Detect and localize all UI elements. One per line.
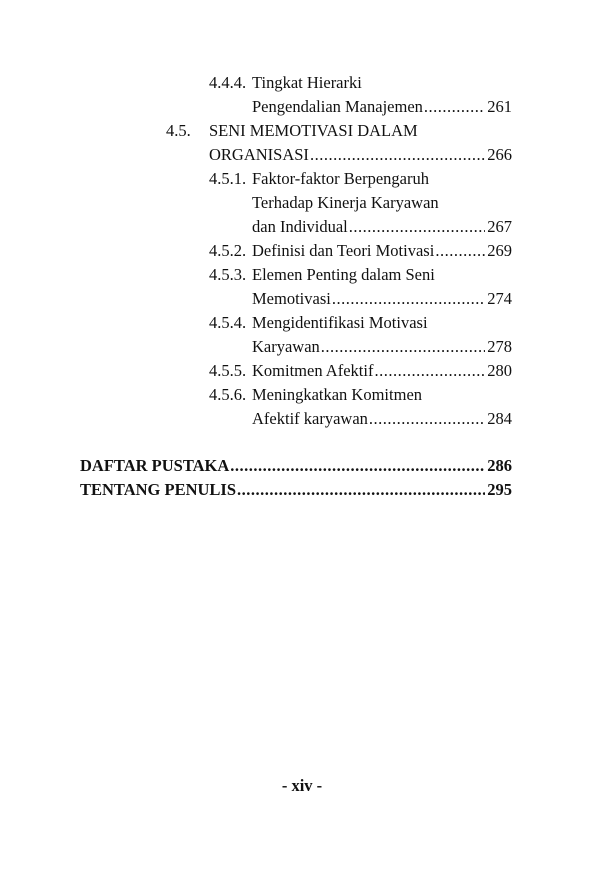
dot-leader [349, 215, 485, 239]
section-title: Tingkat Hierarki [252, 73, 362, 92]
section-title-cont: Pengendalian Manajemen [252, 97, 423, 116]
toc-entry-4-5-cont [0, 143, 604, 167]
page-number: 266 [487, 145, 512, 164]
toc-entry-4-5-1-cont [0, 191, 604, 215]
leader-line [252, 359, 512, 383]
section-title: Meningkatkan Komitmen [252, 385, 423, 404]
dot-leader [332, 287, 485, 311]
section-title-cont: dan Individual [252, 217, 348, 236]
section-title: Definisi dan Teori Motivasi [252, 241, 435, 260]
section-title-cont: Terhadap Kinerja Karyawan [252, 193, 439, 212]
section-number: 4.5.6. [209, 385, 247, 404]
section-title-cont: Memotivasi [252, 289, 331, 308]
page-number: 284 [487, 409, 512, 428]
section-title-cont: Afektif karyawan [252, 409, 368, 428]
leader-line [252, 95, 512, 119]
leader-line [252, 239, 512, 263]
section-title: SENI MEMOTIVASI DALAM [209, 121, 418, 140]
toc-entry-daftar-pustaka [0, 454, 604, 478]
page-number: 274 [487, 289, 512, 308]
toc-entry-4-5-6 [0, 383, 604, 407]
section-title: Mengidentifikasi Motivasi [252, 313, 428, 332]
dot-leader [435, 239, 485, 263]
section-title: Komitmen Afektif [252, 361, 374, 380]
section-number: 4.5.4. [209, 313, 247, 332]
toc-entry-4-5-4 [0, 311, 604, 335]
page-number: 280 [487, 361, 512, 380]
page-number: 278 [487, 337, 512, 356]
section-title-cont: Karyawan [252, 337, 320, 356]
chapter-title: DAFTAR PUSTAKA [80, 456, 230, 475]
leader-line [252, 335, 512, 359]
dot-leader [230, 454, 485, 478]
dot-leader [424, 95, 485, 119]
section-number: 4.5.2. [209, 241, 247, 260]
toc-entry-4-5-3-cont [0, 287, 604, 311]
leader-line [252, 407, 512, 431]
section-number: 4.5. [166, 121, 191, 140]
page-number: 295 [487, 480, 512, 499]
page-number: 269 [487, 241, 512, 260]
leader-line [252, 215, 512, 239]
section-title: Faktor-faktor Berpengaruh [252, 169, 429, 188]
page-number: 261 [487, 97, 512, 116]
dot-leader [310, 143, 485, 167]
leader-line [252, 287, 512, 311]
toc-entry-4-5-2 [0, 239, 604, 263]
toc-entry-4-5-1 [0, 167, 604, 191]
section-title-cont: ORGANISASI [209, 145, 309, 164]
toc-entry-4-5-4-cont [0, 335, 604, 359]
dot-leader [374, 359, 485, 383]
section-number: 4.5.3. [209, 265, 247, 284]
section-title: Elemen Penting dalam Seni [252, 265, 435, 284]
leader-line [80, 454, 512, 478]
toc-entry-4-5-5 [0, 359, 604, 383]
section-number: 4.4.4. [209, 73, 247, 92]
toc-entry-4-5-1-cont2 [0, 215, 604, 239]
leader-line [80, 478, 512, 502]
chapter-title: TENTANG PENULIS [80, 480, 237, 499]
dot-leader [369, 407, 485, 431]
section-number: 4.5.1. [209, 169, 247, 188]
toc-entry-4-4-4 [0, 71, 604, 95]
toc-entry-4-5 [0, 119, 604, 143]
dot-leader [321, 335, 485, 359]
dot-leader [237, 478, 485, 502]
toc-entry-4-5-6-cont [0, 407, 604, 431]
page-footer-number: - xiv - [281, 776, 323, 795]
leader-line [209, 143, 512, 167]
page-number: 286 [487, 456, 512, 475]
toc-entry-4-5-3 [0, 263, 604, 287]
page-number: 267 [487, 217, 512, 236]
section-number: 4.5.5. [209, 361, 247, 380]
toc-entry-4-4-4-cont [0, 95, 604, 119]
toc-entry-tentang-penulis [0, 478, 604, 502]
